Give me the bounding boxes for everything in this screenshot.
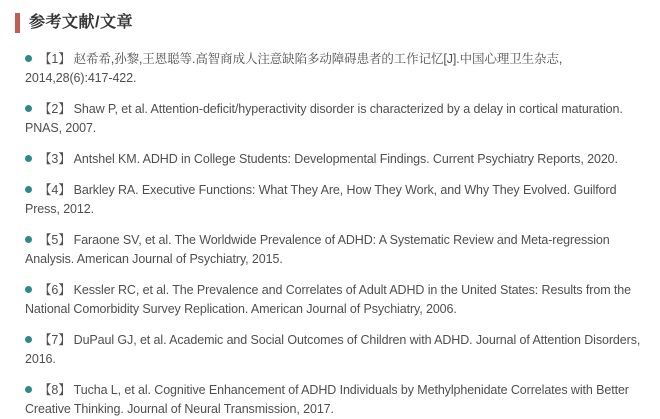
reference-marker: 【3】 <box>39 152 71 166</box>
reference-item <box>25 100 652 138</box>
bullet-icon <box>25 105 32 112</box>
reference-text: Antshel KM. ADHD in College Students: Developmental Findings. Current Psychiatry Reports, 2020. <box>73 152 618 166</box>
reference-item <box>25 381 652 419</box>
reference-text: DuPaul GJ, et al. Academic and Social Outcomes of Children with ADHD. Journal of Attention Disorders, 2016. <box>25 333 641 366</box>
bullet-icon <box>25 286 32 293</box>
reference-text: Shaw P, et al. Attention-deficit/hyperactivity disorder is characterized by a delay in cortical maturation. PNAS, 2007. <box>25 102 623 135</box>
reference-item <box>25 231 652 269</box>
reference-list <box>25 50 652 419</box>
reference-marker: 【1】 <box>39 52 71 66</box>
reference-text: Kessler RC, et al. The Prevalence and Correlates of Adult ADHD in the United States: Results from the National Comorbidity Survey Replication. American Journal of Psychiatry, 2006. <box>25 283 631 316</box>
section-header <box>15 13 660 33</box>
bullet-icon <box>25 155 32 162</box>
reference-item <box>25 331 652 369</box>
reference-marker: 【4】 <box>39 183 71 197</box>
bullet-icon <box>25 55 32 62</box>
bullet-icon <box>25 336 32 343</box>
reference-item <box>25 50 652 88</box>
reference-item <box>25 181 652 219</box>
bullet-icon <box>25 236 32 243</box>
bullet-icon <box>25 186 32 193</box>
reference-marker: 【2】 <box>39 102 71 116</box>
reference-text: Faraone SV, et al. The Worldwide Prevalence of ADHD: A Systematic Review and Meta-regression Analysis. American Journal of Psychiatry, 2015. <box>25 233 610 266</box>
bullet-icon <box>25 386 32 393</box>
reference-text: Tucha L, et al. Cognitive Enhancement of ADHD Individuals by Methylphenidate Correlates with Better Creative Thinking. Journal of Neural Transmission, 2017. <box>25 383 629 416</box>
reference-item <box>25 150 652 169</box>
reference-marker: 【8】 <box>39 383 71 397</box>
reference-text: 赵希希,孙黎,王恩聪等.高智商成人注意缺陷多动障碍患者的工作记忆[J].中国心理卫生杂志, 2014,28(6):417-422. <box>25 52 563 85</box>
reference-marker: 【7】 <box>39 333 71 347</box>
reference-item <box>25 281 652 319</box>
reference-marker: 【5】 <box>39 233 71 247</box>
section-title: 参考文献/文章 <box>29 14 133 31</box>
reference-marker: 【6】 <box>39 283 71 297</box>
reference-text: Barkley RA. Executive Functions: What They Are, How They Work, and Why They Evolved. Guilford Press, 2012. <box>25 183 617 216</box>
